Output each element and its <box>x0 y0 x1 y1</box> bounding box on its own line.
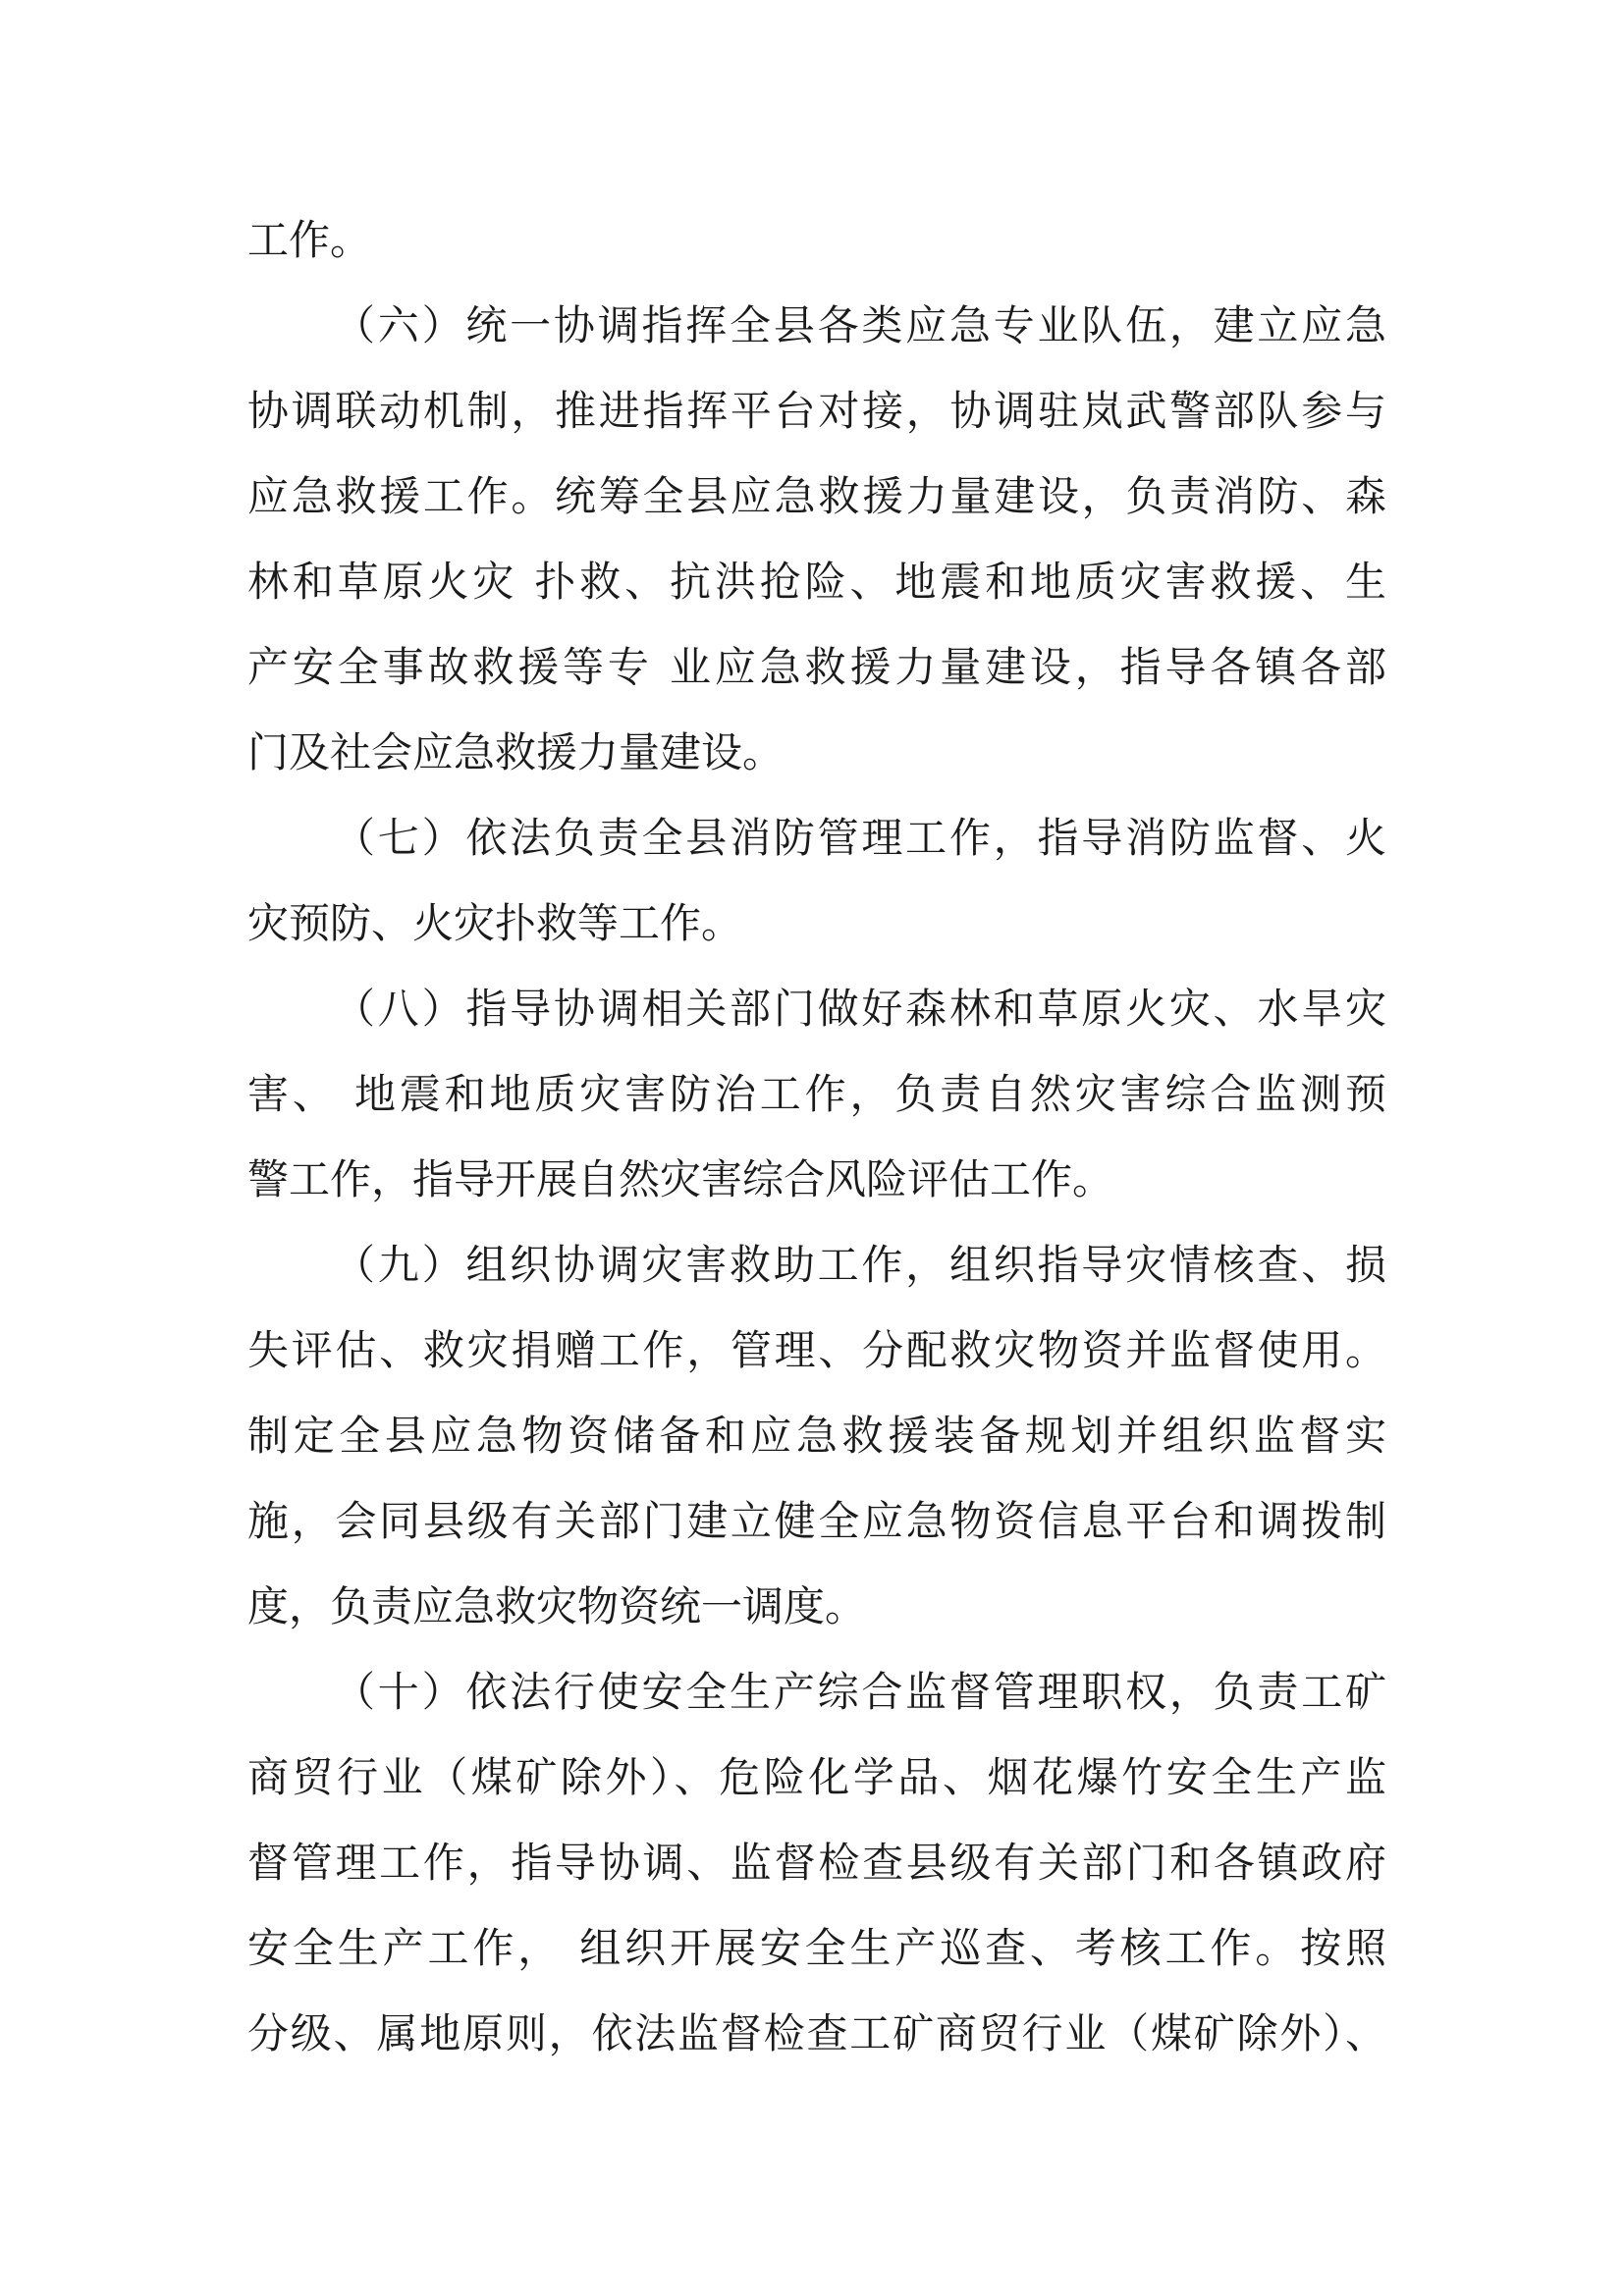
text-line: 应急救援工作。统筹全县应急救援力量建设，负责消防、森 <box>247 472 1386 520</box>
text-line: 商贸行业（煤矿除外）、危险化学品、烟花爆竹安全生产监 <box>247 1753 1386 1801</box>
paragraph-eight-heading-line: （八）指导协调相关部门做好森林和草原火灾、水旱灾 <box>334 985 1386 1033</box>
text-line: 分级、属地原则，依法监督检查工矿商贸行业（煤矿除外）、 <box>247 2009 1386 2057</box>
text-line: 制定全县应急物资储备和应急救援装备规划并组织监督实 <box>247 1412 1386 1460</box>
text-line: 度，负责应急救灾物资统一调度。 <box>247 1582 867 1630</box>
text-line: 协调联动机制，推进指挥平台对接，协调驻岚武警部队参与 <box>247 387 1386 435</box>
text-line: 林和草原火灾 扑救、抗洪抢险、地震和地质灾害救援、生 <box>247 558 1386 606</box>
paragraph-seven-heading-line: （七）依法负责全县消防管理工作，指导消防监督、火 <box>334 814 1386 862</box>
text-line: 失评估、救灾捐赠工作，管理、分配救灾物资并监督使用。 <box>247 1326 1386 1374</box>
text-line: 门及社会应急救援力量建设。 <box>247 728 785 776</box>
text-line: 安全生产工作， 组织开展安全生产巡查、考核工作。按照 <box>247 1924 1386 1972</box>
paragraph-six-heading-line: （六）统一协调指挥全县各类应急专业队伍，建立应急 <box>334 301 1386 349</box>
text-line: 害、 地震和地质灾害防治工作，负责自然灾害综合监测预 <box>247 1070 1386 1118</box>
text-line: 工作。 <box>247 216 372 264</box>
text-line: 灾预防、火灾扑救等工作。 <box>247 899 743 947</box>
text-line: 警工作，指导开展自然灾害综合风险评估工作。 <box>247 1155 1114 1203</box>
paragraph-ten-heading-line: （十）依法行使安全生产综合监督管理职权，负责工矿 <box>334 1668 1386 1716</box>
text-line: 产安全事故救援等专 业应急救援力量建设，指导各镇各部 <box>247 643 1386 691</box>
text-line: 施，会同县级有关部门建立健全应急物资信息平台和调拨制 <box>247 1497 1386 1545</box>
text-line: 督管理工作，指导协调、监督检查县级有关部门和各镇政府 <box>247 1839 1386 1887</box>
paragraph-nine-heading-line: （九）组织协调灾害救助工作，组织指导灾情核查、损 <box>334 1241 1386 1289</box>
